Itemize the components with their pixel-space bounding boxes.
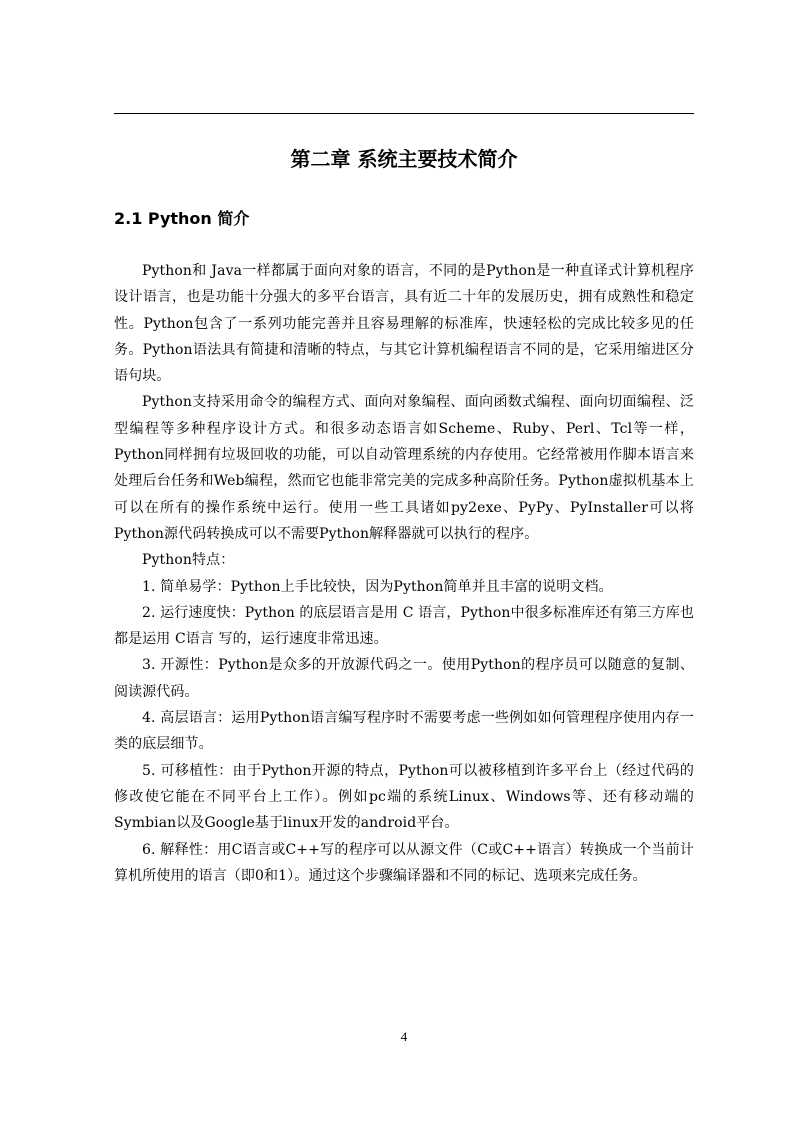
- paragraph-paradigms: Python支持采用命令的编程方式、面向对象编程、面向函数式编程、面向切面编程、泛型编程等多种程序设计方式。和很多动态语言如Scheme、Ruby、Perl、Tcl等一样，Python同样拥有垃圾回收的功能，可以自动管理系统的内存使用。它经常被用作脚本语言来处理后台任务和Web编程，然而它也能非常完美的完成多种高阶任务。Python虚拟机基本上可以在所有的操作系统中运行。使用一些工具诸如py2exe、PyPy、PyInstaller可以将Python源代码转换成可以不需要Python解释器就可以执行的程序。: [114, 394, 694, 542]
- list-item-feature-4: 4. 高层语言：运用Python语言编写程序时不需要考虑一些例如如何管理程序使用内存一类的底层细节。: [114, 710, 694, 753]
- paragraph-intro: Python和 Java一样都属于面向对象的语言，不同的是Python是一种直译式计算机程序设计语言，也是功能十分强大的多平台语言，具有近二十年的发展历史，拥有成熟性和稳定性。Python包含了一系列功能完善并且容易理解的标准库，快速轻松的完成比较多见的任务。Python语法具有简捷和清晰的特点，与其它计算机编程语言不同的是，它采用缩进区分语句块。: [114, 263, 694, 385]
- list-item-feature-6: 6. 解释性：用C语言或C++写的程序可以从源文件（C或C++语言）转换成一个当前计算机所使用的语言（即0和1）。通过这个步骤编译器和不同的标记、选项来完成任务。: [114, 841, 694, 884]
- paragraph-features-heading: Python特点：: [142, 552, 235, 569]
- page-number: 4: [400, 1029, 408, 1044]
- list-item-feature-5: 5. 可移植性：由于Python开源的特点，Python可以被移植到许多平台上（经过代码的修改使它能在不同平台上工作）。例如pc端的系统Linux、Windows等、还有移动端的Symbian以及Google基于linux开发的android平台。: [114, 762, 694, 832]
- list-item-feature-3: 3. 开源性：Python是众多的开放源代码之一。使用Python的程序员可以随意的复制、阅读源代码。: [114, 657, 694, 700]
- list-item-feature-2: 2. 运行速度快：Python 的底层语言是用 C 语言，Python中很多标准库还有第三方库也都是运用 C语言 写的，运行速度非常迅速。: [114, 604, 694, 648]
- list-item-feature-1: 1. 简单易学：Python上手比较快，因为Python简单并且丰富的说明文档。: [142, 578, 613, 595]
- section-title: 2.1 Python 简介: [114, 209, 250, 228]
- chapter-title: 第二章 系统主要技术简介: [290, 147, 518, 171]
- header-rule: [114, 113, 694, 114]
- body-text: [114, 258, 694, 889]
